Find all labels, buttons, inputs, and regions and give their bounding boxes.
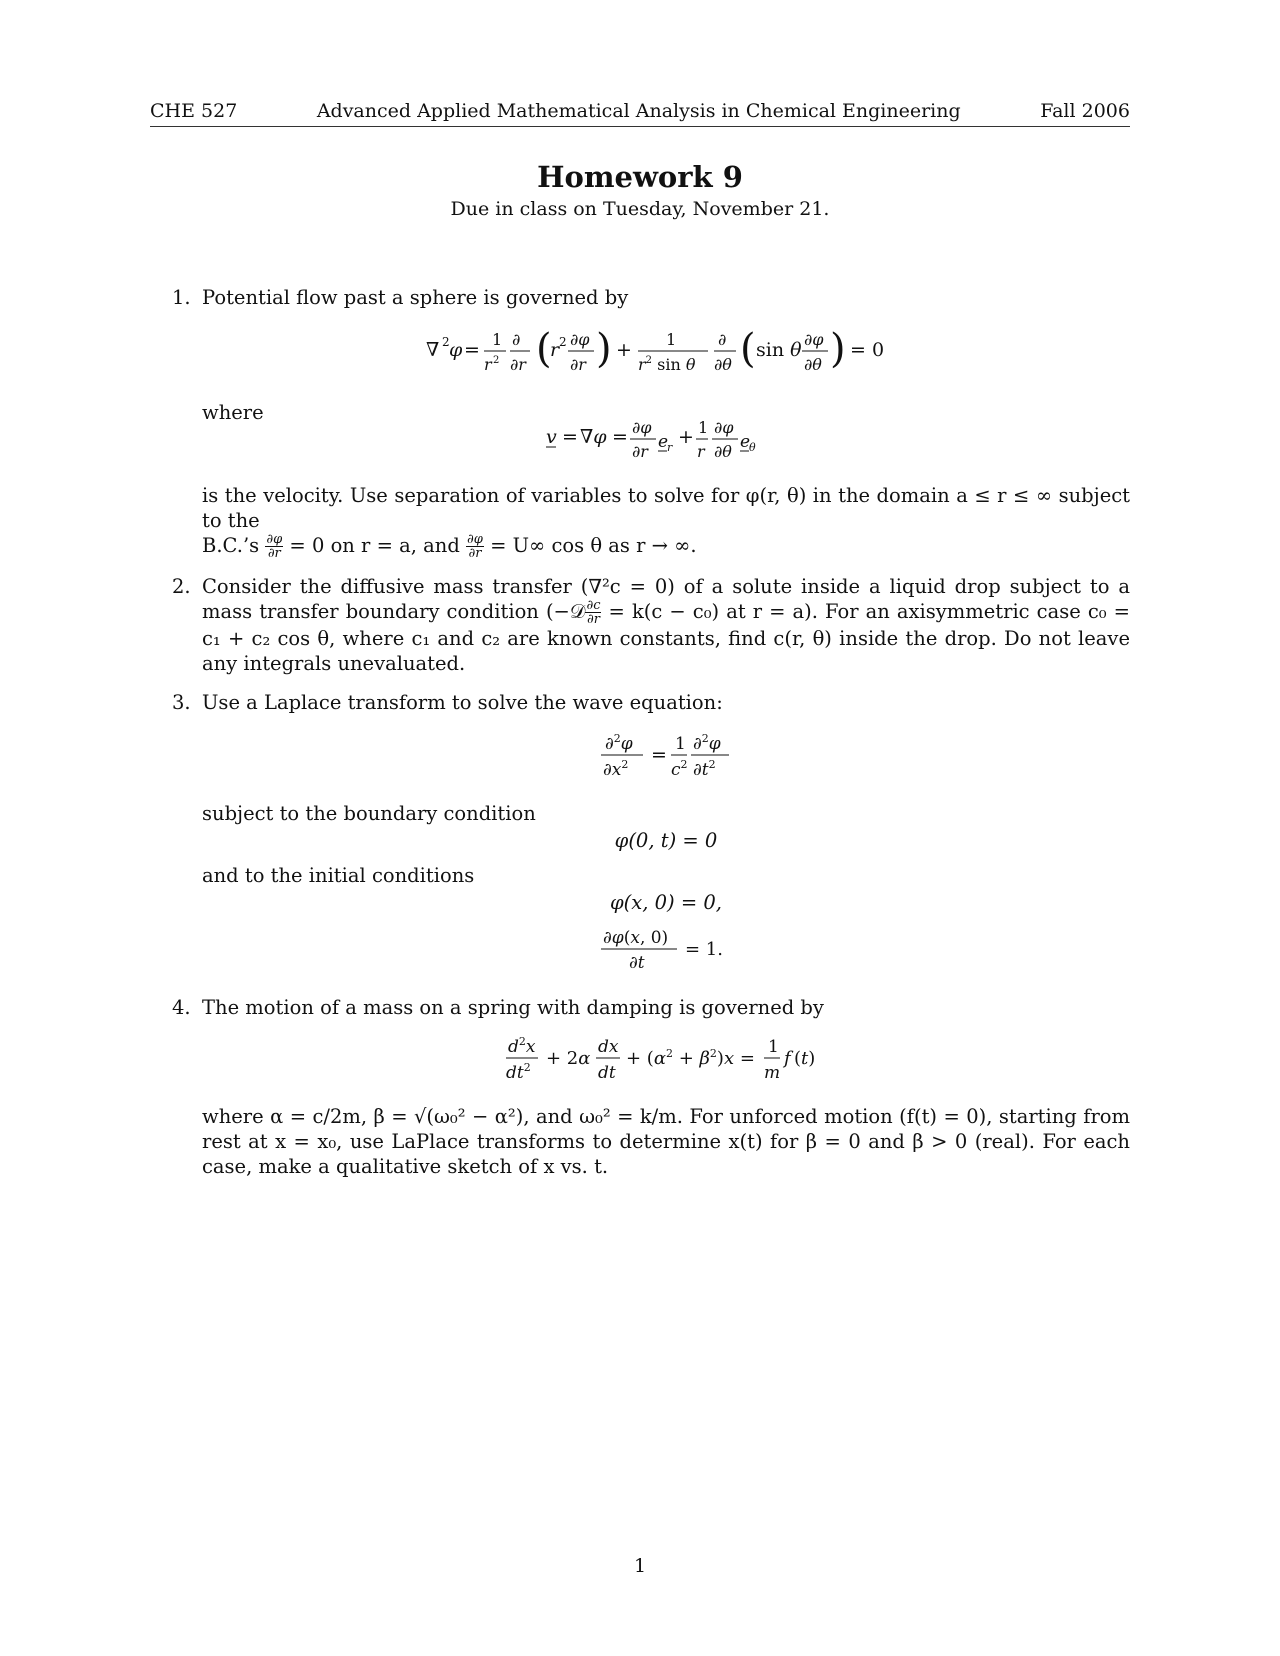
course-title: Advanced Applied Mathematical Analysis in Chemical Engineering: [316, 100, 961, 122]
svg-text:dt: dt: [598, 1063, 616, 1083]
velocity-equation-graphic: [546, 409, 786, 467]
boundary-condition-label: subject to the boundary condition: [202, 802, 536, 825]
svg-text:∂x2: $\partial x^2$: [603, 758, 629, 780]
svg-text:r: r: [550, 339, 560, 361]
problem-1-text-a: is the velocity. Use separation of variables to solve for φ(r, θ) in the domain a ≤ r ≤ ∞ subject to the: [202, 484, 1130, 532]
dphi-dr-fraction-2: $\frac{\partial\varphi}{\partial r}$: [467, 532, 483, 561]
svg-text:sin θ: sin θ: [756, 339, 802, 361]
svg-text:v: v: [546, 426, 557, 448]
initial-condition-2: [202, 921, 1130, 981]
svg-text:2: 2: [559, 335, 567, 349]
svg-text:=: =: [612, 426, 628, 448]
title-block: [0, 160, 1280, 220]
svg-text:2: 2: [442, 335, 450, 349]
problem-1: [150, 285, 1130, 560]
svg-text:): ): [596, 326, 612, 372]
spring-equation-graphic: [506, 1030, 826, 1088]
svg-text:): ): [830, 326, 846, 372]
svg-text:=: =: [651, 744, 667, 766]
wave-equation-graphic: [601, 725, 731, 785]
laplacian-equation: [202, 320, 1130, 390]
problem-number: 2.: [172, 575, 191, 598]
problem-4-intro: The motion of a mass on a spring with damping is governed by: [202, 996, 824, 1019]
svg-text:(: (: [536, 326, 552, 372]
svg-text:r2 sin θ: $r^2$ sin θ: [638, 355, 696, 374]
term: Fall 2006: [1040, 100, 1130, 122]
problem-2-text-2: = k(c − c₀) at r = a). For an axisymmetric case c₀ = c₁ + c₂ cos θ, where c₁ and c₂ are known constants, find c(r, θ) inside the drop. Do not leave any integrals unevaluated.: [202, 600, 1130, 675]
where-label: where: [202, 401, 264, 424]
course-code: CHE 527: [150, 100, 238, 122]
problem-1-bc-1: = 0 on r = a, and: [289, 534, 460, 557]
svg-text:+ (α2 + β2)x =: + $(\alpha^2 + \beta^2)x$ =: [626, 1047, 755, 1069]
page-header: [150, 100, 1130, 127]
svg-text:r: r: [697, 442, 705, 461]
svg-text:1: 1: [675, 734, 686, 754]
problem-2-text: [202, 574, 1130, 676]
svg-text:∂φ(x, 0): ∂φ(x, 0): [603, 928, 669, 948]
initial-condition-1-text: φ(x, 0) = 0,: [609, 891, 722, 914]
svg-text:∂t: ∂t: [629, 953, 645, 973]
svg-text:r: r: [667, 441, 673, 454]
svg-text:∂: ∂: [512, 330, 521, 349]
boundary-condition-text: φ(0, t) = 0: [614, 829, 718, 852]
svg-text:1: 1: [666, 330, 677, 349]
svg-text:∂t2: $\partial t^2$: [693, 758, 716, 780]
svg-text:∇: ∇: [426, 339, 440, 361]
problem-3: [150, 690, 1130, 981]
spring-equation: [202, 1030, 1130, 1094]
svg-text:2: 2: [493, 355, 500, 366]
problem-1-bc-2: = U∞ cos θ as r → ∞.: [490, 534, 697, 557]
svg-text:∂φ: ∂φ: [714, 418, 734, 437]
boundary-condition: [202, 828, 1130, 853]
svg-text:+ 2α: + 2α: [546, 1048, 591, 1069]
svg-text:e: e: [740, 432, 751, 452]
svg-text:∂2φ: ∂$^2$φ: [693, 732, 721, 754]
svg-text:dx: dx: [598, 1037, 619, 1057]
svg-text:1: 1: [492, 330, 503, 349]
problem-number: 4.: [172, 996, 191, 1019]
svg-text:∂φ: ∂φ: [804, 330, 824, 349]
svg-text:(: (: [740, 326, 756, 372]
svg-text:d2x: $d^2x$: [508, 1035, 536, 1057]
svg-text:1: 1: [768, 1037, 779, 1057]
svg-text:∂θ: ∂θ: [714, 355, 732, 374]
svg-text:∂r: ∂r: [570, 355, 586, 374]
svg-text:m: m: [764, 1063, 781, 1083]
svg-text:∂r: ∂r: [510, 355, 526, 374]
svg-text:e: e: [658, 432, 669, 452]
svg-text:dt2: $dt^2$: [506, 1061, 531, 1083]
problem-number: 3.: [172, 691, 191, 714]
svg-text:+: +: [678, 426, 694, 448]
initial-conditions-label: and to the initial conditions: [202, 864, 475, 887]
problem-3-intro: Use a Laplace transform to solve the wave equation:: [202, 691, 723, 714]
svg-text:1: 1: [698, 418, 709, 437]
page-number: 1: [633, 1555, 647, 1577]
svg-text:∂r: ∂r: [632, 442, 648, 461]
velocity-equation: [202, 409, 1130, 473]
initial-condition-1: [202, 890, 1130, 915]
svg-text:∇φ: ∇φ: [580, 426, 607, 448]
svg-text:∂φ: ∂φ: [632, 418, 652, 437]
svg-text:r: r: [484, 355, 492, 374]
svg-text:θ: θ: [749, 441, 756, 454]
svg-text:φ: φ: [449, 339, 463, 361]
svg-text:+: +: [616, 339, 632, 361]
svg-text:∂θ: ∂θ: [714, 442, 732, 461]
svg-text:=: =: [562, 426, 578, 448]
problem-4: [150, 995, 1130, 1179]
svg-text:=: =: [464, 339, 480, 361]
problem-number: 1.: [172, 286, 191, 309]
svg-text:∂φ: ∂φ: [570, 330, 590, 349]
homework-title: Homework 9: [537, 160, 743, 194]
problem-2: [150, 574, 1130, 676]
svg-text:c2: $c^2$: [671, 758, 688, 780]
dc-dr-fraction: $\frac{\partial c}{\partial r}$: [586, 598, 601, 627]
problem-1-text-b: [202, 533, 1130, 560]
initial-condition-2-graphic: [601, 921, 731, 975]
laplacian-equation-graphic: [426, 320, 906, 384]
problem-2-text-1: Consider the diffusive mass transfer (∇²c = 0) of a solute inside a liquid drop subject to a mass transfer boundary condition (−𝒟: [202, 575, 1130, 623]
svg-text:∂: ∂: [718, 330, 727, 349]
problem-4-text: where α = c/2m, β = √(ω₀² − α²), and ω₀² = k/m. For unforced motion (f(t) = 0), starting from rest at x = x₀, use LaPlace transforms to determine x(t) for β = 0 and β > 0 (real). For each case, make a qualitative sketch of x vs. t.: [202, 1105, 1130, 1178]
svg-text:∂θ: ∂θ: [804, 355, 822, 374]
wave-equation: [202, 725, 1130, 791]
due-date: Due in class on Tuesday, November 21.: [450, 198, 830, 220]
svg-text:f: f: [784, 1048, 791, 1069]
dphi-dr-fraction: $\frac{\partial\varphi}{\partial r}$: [266, 532, 283, 561]
problem-1-bc-label: B.C.’s: [202, 534, 260, 557]
problem-1-intro: Potential flow past a sphere is governed by: [202, 286, 629, 309]
problem-list: [150, 285, 1130, 1193]
svg-text:= 1.: = 1.: [685, 939, 723, 960]
svg-text:= 0: = 0: [850, 339, 885, 361]
svg-text:(t): (t): [794, 1048, 816, 1069]
svg-text:∂2φ: ∂$^2$φ: [605, 732, 633, 754]
